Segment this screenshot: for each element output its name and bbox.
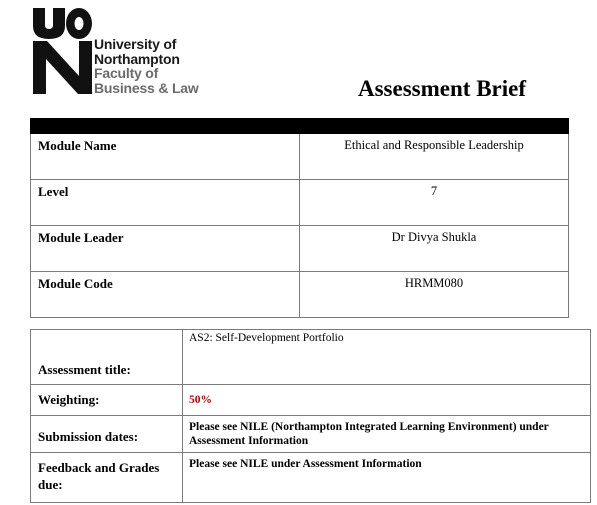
- submission-dates-value: Please see NILE (Northampton Integrated Learning Environment) under Assessment Information: [183, 416, 591, 453]
- weighting-label: Weighting:: [31, 385, 183, 416]
- module-info-table: [30, 118, 569, 318]
- assessment-info-table: [30, 329, 591, 503]
- table-row: [31, 272, 569, 318]
- level-label: Level: [31, 180, 300, 226]
- page-title: Assessment Brief: [358, 76, 526, 101]
- module-code-label: Module Code: [31, 272, 300, 318]
- table-row: [31, 385, 591, 416]
- logo-line-3: Faculty of: [94, 65, 159, 81]
- module-name-label: Module Name: [31, 134, 300, 180]
- assessment-title-label: Assessment title:: [31, 330, 183, 385]
- table-row: [31, 416, 591, 453]
- logo-line-1: University of: [94, 36, 177, 52]
- table-row: [31, 330, 591, 385]
- module-code-value: HRMM080: [300, 272, 569, 318]
- uon-logo-mark: [33, 8, 93, 94]
- logo-line-2: Northampton: [94, 50, 180, 67]
- table-header-bar: [31, 119, 569, 134]
- logo-line-4: Business & Law: [94, 79, 199, 96]
- table-row: [31, 180, 569, 226]
- module-name-value: Ethical and Responsible Leadership: [300, 134, 569, 180]
- feedback-value: Please see NILE under Assessment Information: [183, 453, 591, 503]
- module-leader-value: Dr Divya Shukla: [300, 226, 569, 272]
- table-row: [31, 134, 569, 180]
- submission-dates-label: Submission dates:: [31, 416, 183, 453]
- assessment-title-value: AS2: Self-Development Portfolio: [183, 330, 591, 385]
- table-row: [31, 453, 591, 503]
- module-leader-label: Module Leader: [31, 226, 300, 272]
- logo-wordmark: [94, 37, 199, 95]
- table-row: [31, 226, 569, 272]
- weighting-value: 50%: [183, 385, 591, 416]
- university-logo: [33, 8, 223, 98]
- feedback-label: Feedback and Grades due:: [31, 453, 183, 503]
- level-value: 7: [300, 180, 569, 226]
